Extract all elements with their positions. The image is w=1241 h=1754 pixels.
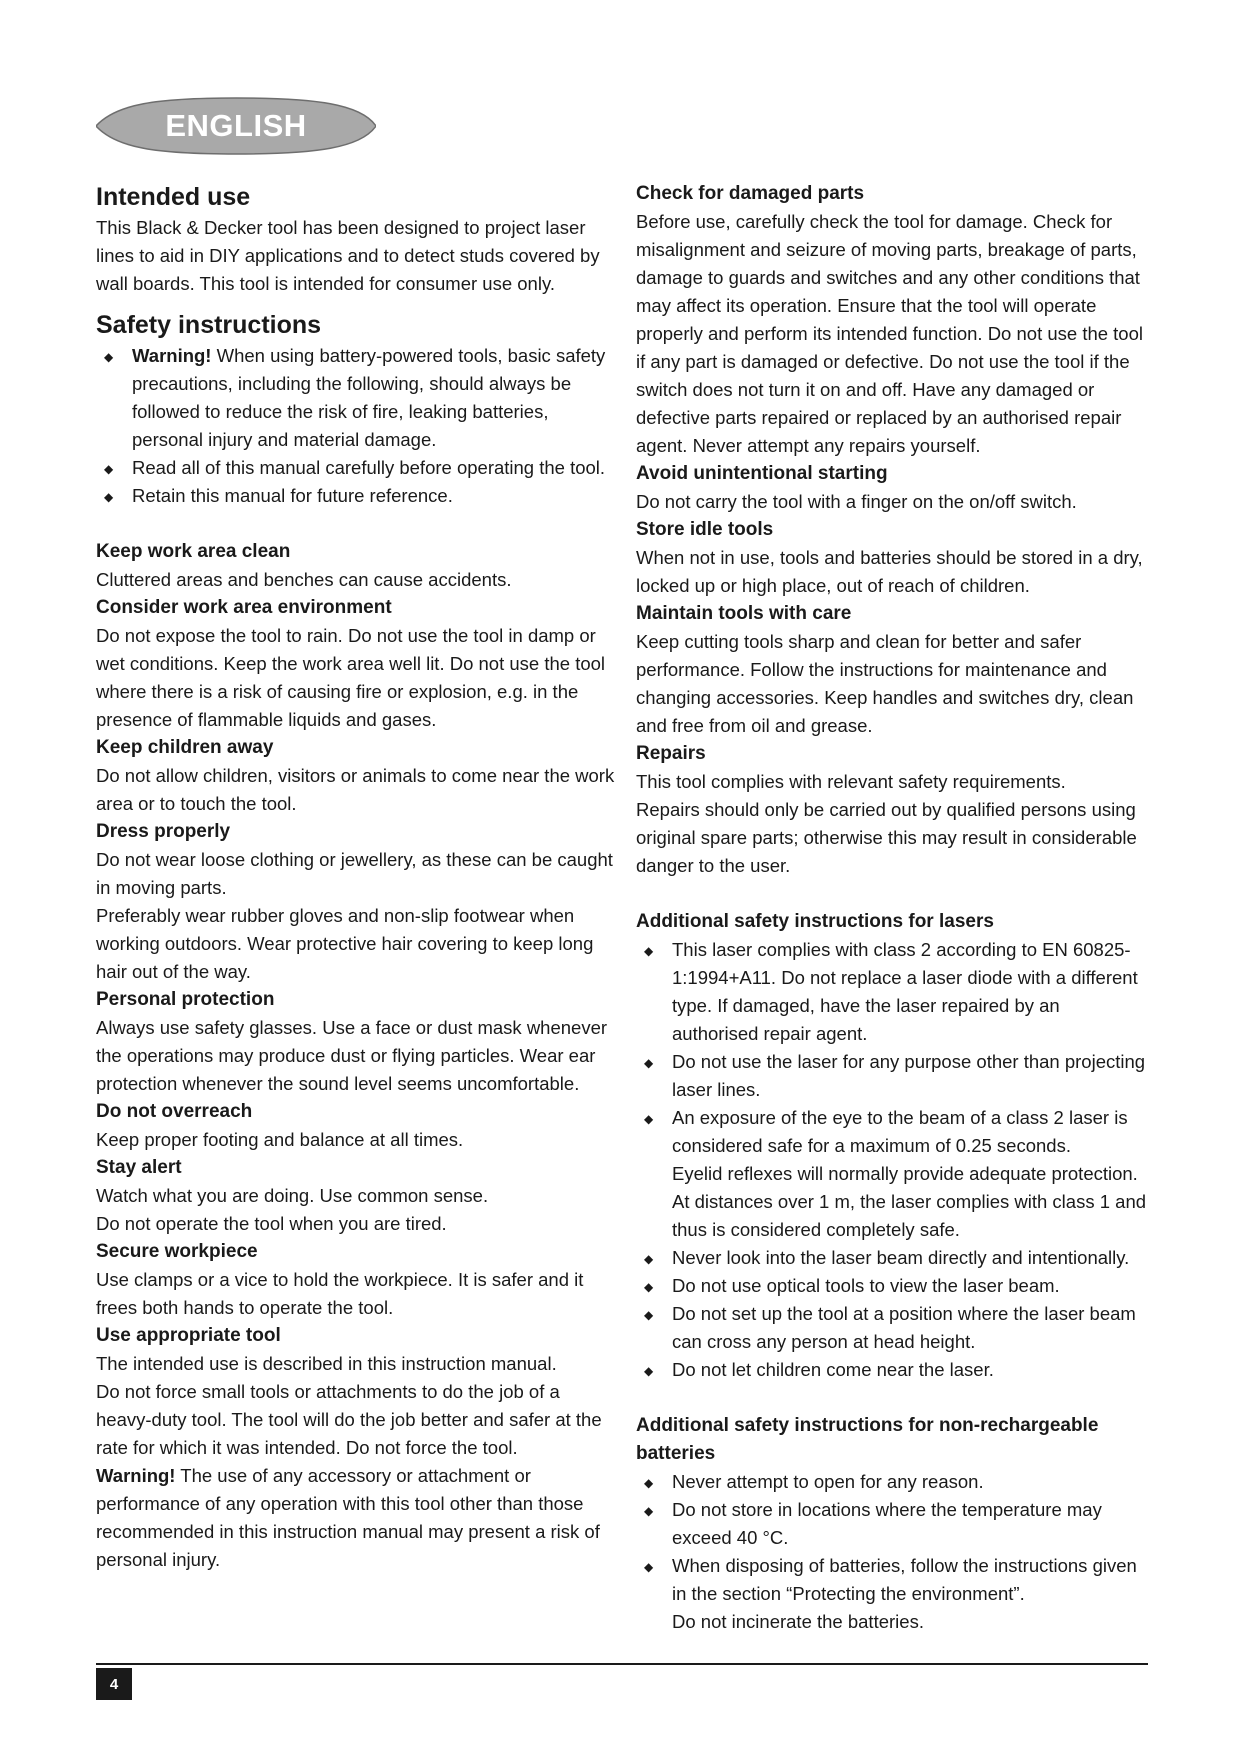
list-item: ◆ Read all of this manual carefully before operating the tool. [96,454,616,482]
section-title: Check for damaged parts [636,183,865,204]
warning-text: The use of any accessory or attachment or performance of any operation with this tool other than those recommended in this instruction manual may present a risk of personal injury. [96,1465,600,1570]
section-text: This tool complies with relevant safety requirements. [636,771,1066,792]
diamond-bullet-icon: ◆ [644,1560,654,1574]
section-title: Stay alert [96,1157,182,1178]
list-item: ◆ Do not store in locations where the temperature may exceed 40 °C. [636,1496,1148,1552]
battery-bullets [636,1468,1148,1636]
diamond-bullet-icon: ◆ [644,1056,654,1070]
list-item: ◆ Do not let children come near the laser. [636,1356,1148,1384]
warning-text: When using battery-powered tools, basic safety precautions, including the following, should always be followed to reduce the risk of fire, leaking batteries, personal injury and material damage. [132,345,606,450]
section-title: Maintain tools with care [636,603,852,624]
diamond-bullet-icon: ◆ [104,490,114,504]
diamond-bullet-icon: ◆ [644,1308,654,1322]
section-text: The intended use is described in this instruction manual. [96,1353,557,1374]
safety-instructions-heading: Safety instructions [96,311,322,339]
diamond-bullet-icon: ◆ [644,944,654,958]
list-item: ◆ Do not use the laser for any purpose other than projecting laser lines. [636,1048,1148,1104]
section-text: Do not allow children, visitors or animals to come near the work area or to touch the tool. [96,765,615,814]
section-text: Do not operate the tool when you are tired. [96,1213,447,1234]
diamond-bullet-icon: ◆ [104,462,114,476]
section-title: Keep children away [96,737,274,758]
batteries-heading: Additional safety instructions for non-rechargeable batteries [636,1415,1099,1464]
left-column [96,180,616,1574]
section-text: Preferably wear rubber gloves and non-slip footwear when working outdoors. Wear protective hair covering to keep long hair out of the way. [96,905,594,982]
diamond-bullet-icon: ◆ [644,1476,654,1490]
lasers-heading: Additional safety instructions for lasers [636,911,994,932]
section-title: Dress properly [96,821,231,842]
section-text: Cluttered areas and benches can cause accidents. [96,569,512,590]
diamond-bullet-icon: ◆ [644,1112,654,1126]
list-item: ◆ Retain this manual for future reference. [96,482,616,510]
safety-bullets [96,342,616,510]
list-item: ◆ An exposure of the eye to the beam of a class 2 laser is considered safe for a maximum of 0.25 seconds. Eyelid reflexes will normally provide adequate protection. At distances over 1 m, the laser complies with class 1 and thus is considered completely safe. [636,1104,1148,1244]
diamond-bullet-icon: ◆ [644,1364,654,1378]
section-text: Keep cutting tools sharp and clean for better and safer performance. Follow the instructions for maintenance and changing accessories. Keep handles and switches dry, clean and free from oil and grease. [636,631,1134,736]
section-title: Keep work area clean [96,541,291,562]
diamond-bullet-icon: ◆ [104,350,114,364]
list-item: ◆ Never look into the laser beam directly and intentionally. [636,1244,1148,1272]
intended-use-text: This Black & Decker tool has been designed to project laser lines to aid in DIY applications and to detect studs covered by wall boards. This tool is intended for consumer use only. [96,217,600,294]
list-item: ◆ This laser complies with class 2 according to EN 60825-1:1994+A11. Do not replace a laser diode with a different type. If damaged, have the laser repaired by an authorised repair agent. [636,936,1148,1048]
language-tab [96,96,376,156]
intended-use-heading: Intended use [96,183,251,211]
section-text: Use clamps or a vice to hold the workpiece. It is safer and it frees both hands to operate the tool. [96,1269,584,1318]
list-item: ◆ When disposing of batteries, follow the instructions given in the section “Protecting the environment”. Do not incinerate the batteries. [636,1552,1148,1636]
warning-label: Warning! [132,345,212,366]
section-title: Repairs [636,743,706,764]
section-title: Use appropriate tool [96,1325,281,1346]
list-item: ◆ Do not set up the tool at a position where the laser beam can cross any person at head height. [636,1300,1148,1356]
footer-rule [96,1663,1148,1665]
section-title: Consider work area environment [96,597,392,618]
section-title: Secure workpiece [96,1241,258,1262]
warning-label: Warning! [96,1465,176,1486]
diamond-bullet-icon: ◆ [644,1280,654,1294]
laser-bullets [636,936,1148,1384]
final-warning [96,1462,616,1574]
list-item: ◆ Do not use optical tools to view the laser beam. [636,1272,1148,1300]
section-title: Avoid unintentional starting [636,463,888,484]
list-item [96,342,616,454]
section-text: Watch what you are doing. Use common sense. [96,1185,489,1206]
section-text: Do not wear loose clothing or jewellery, as these can be caught in moving parts. [96,849,613,898]
section-title: Store idle tools [636,519,774,540]
section-text: Do not expose the tool to rain. Do not use the tool in damp or wet conditions. Keep the work area well lit. Do not use the tool where there is a risk of causing fire or explosion, e.g. in the presence of flammable liquids and gases. [96,625,606,730]
section-title: Personal protection [96,989,275,1010]
section-text: When not in use, tools and batteries should be stored in a dry, locked up or high place, out of reach of children. [636,547,1143,596]
section-title: Do not overreach [96,1101,253,1122]
list-item: ◆ Never attempt to open for any reason. [636,1468,1148,1496]
language-label: ENGLISH [165,108,307,143]
section-text: Do not carry the tool with a finger on the on/off switch. [636,491,1077,512]
section-text: Do not force small tools or attachments to do the job of a heavy-duty tool. The tool will do the job better and safer at the rate for which it was intended. Do not force the tool. [96,1381,602,1458]
section-text: Repairs should only be carried out by qualified persons using original spare parts; otherwise this may result in considerable danger to the user. [636,799,1137,876]
section-text: Keep proper footing and balance at all times. [96,1129,464,1150]
section-text: Before use, carefully check the tool for damage. Check for misalignment and seizure of moving parts, breakage of parts, damage to guards and switches and any other conditions that may affect its operation. Ensure that the tool will operate properly and perform its intended function. Do not use the tool if any part is damaged or defective. Do not use the tool if the switch does not turn it on and off. Have any damaged or defective parts repaired or replaced by an authorised repair agent. Never attempt any repairs yourself. [636,211,1143,456]
right-column [636,180,1148,1636]
page-number: 4 [96,1668,132,1700]
section-text: Always use safety glasses. Use a face or dust mask whenever the operations may produce dust or flying particles. Wear ear protection whenever the sound level seems uncomfortable. [96,1017,608,1094]
diamond-bullet-icon: ◆ [644,1252,654,1266]
diamond-bullet-icon: ◆ [644,1504,654,1518]
